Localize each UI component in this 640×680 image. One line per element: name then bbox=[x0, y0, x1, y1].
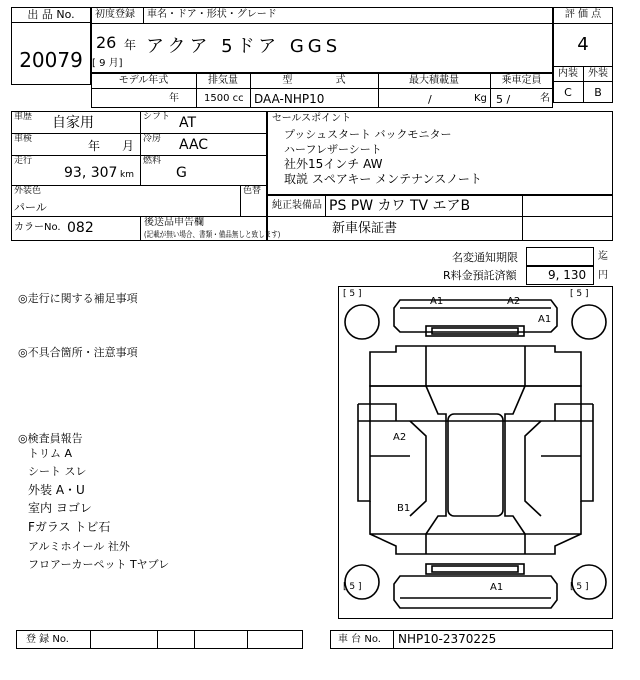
capacity-unit: 名 bbox=[540, 93, 550, 104]
tire-rear-right: [ 5 ] bbox=[570, 582, 589, 592]
name-change-unit: 迄 bbox=[598, 251, 608, 262]
model-year-unit: 年 bbox=[169, 93, 179, 104]
capacity-label: 乗車定員 bbox=[501, 75, 542, 86]
sales-point-2: ハーフレザーシート bbox=[284, 143, 382, 156]
post-doc-label: 後送品申告欄 bbox=[144, 217, 204, 228]
right-side bbox=[581, 404, 593, 501]
fuel: G bbox=[176, 165, 187, 181]
equipment-label: 純正装備品 bbox=[272, 200, 322, 211]
rear-bumper bbox=[394, 576, 557, 608]
wheel-front-left bbox=[345, 305, 379, 339]
reg-no-label: 登 録 No. bbox=[26, 634, 69, 645]
color-no: 082 bbox=[67, 220, 94, 236]
name-change-field bbox=[526, 247, 594, 266]
history-label: 車歴 bbox=[14, 112, 33, 122]
chassis-label: 車 台 No. bbox=[338, 634, 381, 645]
tire-front-left: [ 5 ] bbox=[343, 289, 362, 299]
sales-point-4: 取説 スペアキー メンテナンスノート bbox=[284, 172, 482, 186]
car-name-label: 車名・ドア・形状・グレード bbox=[147, 9, 277, 20]
inspector-line-3: 外装 A・U bbox=[28, 483, 85, 497]
roof-panel bbox=[448, 414, 503, 516]
inspector-label: ◎検査員報告 bbox=[18, 432, 83, 445]
recycle-unit: 円 bbox=[598, 270, 608, 281]
inspector-line-5: Fガラス トビ石 bbox=[28, 520, 111, 534]
sales-point-1: プッシュスタート バックモニター bbox=[284, 128, 452, 141]
car-diagram bbox=[338, 286, 613, 619]
driving-notes-label: ◎走行に関する補足事項 bbox=[18, 292, 138, 305]
model-year-label: モデル年式 bbox=[118, 75, 169, 86]
inspector-line-1: トリム A bbox=[28, 447, 73, 460]
damage-front-bumper: A1 bbox=[538, 314, 552, 325]
damage-left-rear: B1 bbox=[397, 503, 411, 514]
interior-label: 内装 bbox=[558, 68, 578, 79]
first-reg-year-unit: 年 bbox=[124, 38, 137, 52]
inspector-line-2: シート スレ bbox=[28, 465, 87, 478]
first-reg-label: 初度登録 bbox=[95, 9, 135, 20]
color: パール bbox=[14, 201, 47, 214]
lot-no-label: 出 品 No. bbox=[27, 8, 75, 21]
damage-front-left: A1 bbox=[430, 296, 444, 307]
chassis-no: NHP10-2370225 bbox=[398, 632, 497, 646]
mileage-unit: km bbox=[120, 170, 134, 180]
fuel-label: 燃料 bbox=[143, 156, 162, 166]
mileage-label: 走行 bbox=[14, 156, 33, 166]
sales-points-label: セールスポイント bbox=[272, 113, 352, 124]
load-slash: / bbox=[428, 93, 432, 106]
post-doc-note: (記載が無い場合、書類・備品無しと致します) bbox=[144, 230, 281, 239]
interior-grade: C bbox=[564, 86, 572, 99]
sales-point-3: 社外15インチ AW bbox=[284, 157, 383, 171]
left-side bbox=[358, 404, 370, 501]
first-reg-month: [ 9 月] bbox=[92, 58, 123, 69]
inspection-year: 年 bbox=[88, 139, 101, 153]
warranty: 新車保証書 bbox=[332, 221, 398, 236]
repaint-label: 色替 bbox=[243, 186, 262, 196]
lot-no: 20079 bbox=[19, 48, 83, 72]
max-load-label: 最大積載量 bbox=[409, 75, 459, 86]
inspector-line-4: 室内 ヨゴレ bbox=[28, 501, 92, 515]
ac: AAC bbox=[179, 137, 209, 153]
wheel-front-right bbox=[572, 305, 606, 339]
grade-label: 評 価 点 bbox=[564, 9, 602, 20]
damage-rear-bumper: A1 bbox=[490, 582, 504, 593]
inspector-line-7: フロアーカーペット Tヤブレ bbox=[28, 558, 170, 571]
first-reg-year: 26 bbox=[96, 33, 117, 52]
defects-label: ◎不具合箇所・注意事項 bbox=[18, 346, 138, 359]
capacity: 5 / bbox=[496, 93, 511, 106]
recycle-value: 9, 130 bbox=[548, 268, 587, 282]
equipment: PS PW カワ TV エアB bbox=[329, 198, 471, 214]
mileage: 93, 307 bbox=[64, 165, 118, 181]
hood-outline bbox=[370, 346, 581, 386]
displacement: 1500 cc bbox=[204, 93, 244, 104]
color-label: 外装色 bbox=[14, 186, 42, 196]
exterior-label: 外装 bbox=[588, 68, 608, 79]
exterior-grade: B bbox=[594, 86, 602, 99]
tire-rear-left: [ 5 ] bbox=[343, 582, 362, 592]
damage-left-door: A2 bbox=[393, 432, 407, 443]
recycle-label: R料金預託済額 bbox=[443, 269, 517, 282]
type-label: 型 式 bbox=[282, 75, 346, 86]
shift: AT bbox=[179, 115, 197, 131]
roof bbox=[426, 386, 525, 534]
inspector-line-6: アルミホイール 社外 bbox=[28, 540, 130, 553]
damage-front-right: A2 bbox=[507, 296, 521, 307]
car-name: アクア 5ドア GGS bbox=[146, 36, 342, 57]
ac-label: 冷房 bbox=[143, 134, 162, 144]
grade: 4 bbox=[577, 34, 589, 55]
color-no-label: カラーNo. bbox=[14, 222, 61, 233]
displacement-label: 排気量 bbox=[208, 75, 238, 86]
name-change-label: 名変通知期限 bbox=[452, 251, 518, 264]
history: 自家用 bbox=[52, 115, 94, 131]
type-code: DAA-NHP10 bbox=[254, 92, 325, 106]
load-unit: Kg bbox=[474, 93, 487, 104]
inspection-month: 月 bbox=[122, 139, 135, 153]
tire-front-right: [ 5 ] bbox=[570, 289, 589, 299]
inspection-label: 車検 bbox=[14, 134, 33, 144]
shift-label: シフト bbox=[143, 112, 171, 122]
